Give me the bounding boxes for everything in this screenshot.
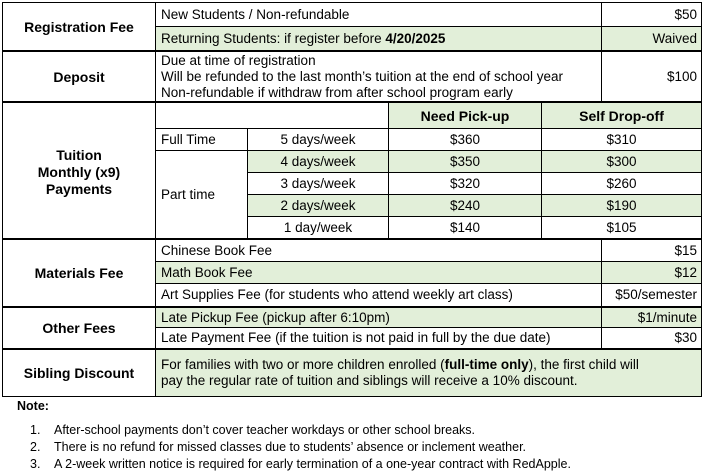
returning-students-desc — [155, 26, 601, 50]
registration-fee-label: Registration Fee — [24, 18, 134, 35]
tuition-dropoff-price: $300 — [541, 150, 701, 172]
tuition-label-line-3: Payments — [45, 181, 113, 197]
tuition-label-line-1: Tuition — [56, 147, 102, 163]
sibling-line-2: pay the regular rate of tuition and siblings will receive a 10% discount. — [161, 373, 578, 388]
tuition-label — [3, 101, 155, 238]
deposit-line-2: Will be refunded to the last month’s tuition at the end of school year — [161, 68, 563, 84]
tuition-dropoff-price: $190 — [541, 194, 701, 216]
deposit-label: Deposit — [3, 50, 155, 101]
tuition-days: 3 days/week — [247, 172, 388, 194]
other-fee-price: $1/minute — [601, 306, 701, 327]
new-students-price: $50 — [601, 3, 701, 26]
materials-item-price: $50/semester — [601, 283, 701, 306]
sibling-discount-label: Sibling Discount — [3, 348, 155, 396]
returning-students-price: Waived — [601, 26, 701, 50]
note-item — [30, 456, 571, 473]
tuition-days: 2 days/week — [247, 194, 388, 216]
sibling-text-after: ), the first child will — [528, 357, 639, 372]
note-number: 2. — [30, 440, 41, 454]
note-text: There is no refund for missed classes due to students’ absence or inclement weather. — [54, 440, 527, 454]
fee-table — [2, 2, 702, 397]
tuition-pickup-price: $240 — [388, 194, 541, 216]
tuition-pickup-price: $140 — [388, 216, 541, 238]
materials-item-desc: Art Supplies Fee (for students who attend weekly art class) — [155, 283, 601, 306]
full-time-label: Full Time — [155, 128, 247, 150]
col-header-need-pickup: Need Pick-up — [388, 101, 541, 128]
sibling-discount-desc — [155, 348, 701, 396]
tuition-days: 1 day/week — [247, 216, 388, 238]
deposit-line-1: Due at time of registration — [161, 52, 316, 68]
sibling-text-before: For families with two or more children enrolled ( — [161, 357, 445, 372]
tuition-pickup-price: $350 — [388, 150, 541, 172]
tuition-dropoff-price: $310 — [541, 128, 701, 150]
materials-item-price: $12 — [601, 261, 701, 283]
notes-title: Note: — [17, 399, 49, 413]
returning-students-text: Returning Students: if register before — [161, 30, 386, 46]
note-number: 3. — [30, 457, 41, 471]
materials-item-desc: Math Book Fee — [155, 261, 601, 283]
returning-students-date: 4/20/2025 — [385, 30, 446, 46]
other-fee-desc: Late Pickup Fee (pickup after 6:10pm) — [155, 306, 601, 327]
deposit-price: $100 — [601, 50, 701, 101]
other-fees-label: Other Fees — [3, 306, 155, 348]
tuition-header-blank — [155, 101, 388, 128]
note-number: 1. — [30, 423, 41, 437]
sibling-text-bold: full-time only — [444, 357, 529, 372]
sibling-line-1 — [161, 357, 701, 373]
tuition-dropoff-price: $105 — [541, 216, 701, 238]
notes-list — [30, 422, 571, 473]
note-text: A 2-week written notice is required for early termination of a one-year contract with RedApple. — [54, 457, 571, 471]
note-item — [30, 439, 571, 456]
tuition-days: 4 days/week — [247, 150, 388, 172]
note-text: After-school payments don’t cover teacher workdays or other school breaks. — [54, 423, 476, 437]
tuition-pickup-price: $360 — [388, 128, 541, 150]
new-students-desc: New Students / Non-refundable — [155, 3, 601, 26]
materials-item-desc: Chinese Book Fee — [155, 238, 601, 261]
other-fee-price: $30 — [601, 327, 701, 348]
deposit-line-3: Non-refundable if withdraw from after school program early — [161, 84, 513, 100]
deposit-desc — [155, 50, 601, 101]
tuition-dropoff-price: $260 — [541, 172, 701, 194]
note-item — [30, 422, 571, 439]
part-time-label: Part time — [155, 150, 247, 238]
tuition-pickup-price: $320 — [388, 172, 541, 194]
tuition-label-line-2: Monthly (x9) — [37, 164, 121, 180]
other-fee-desc: Late Payment Fee (if the tuition is not paid in full by the due date) — [155, 327, 601, 348]
materials-item-price: $15 — [601, 238, 701, 261]
col-header-self-dropoff: Self Drop-off — [541, 101, 701, 128]
tuition-days: 5 days/week — [247, 128, 388, 150]
materials-fee-label: Materials Fee — [3, 238, 155, 306]
